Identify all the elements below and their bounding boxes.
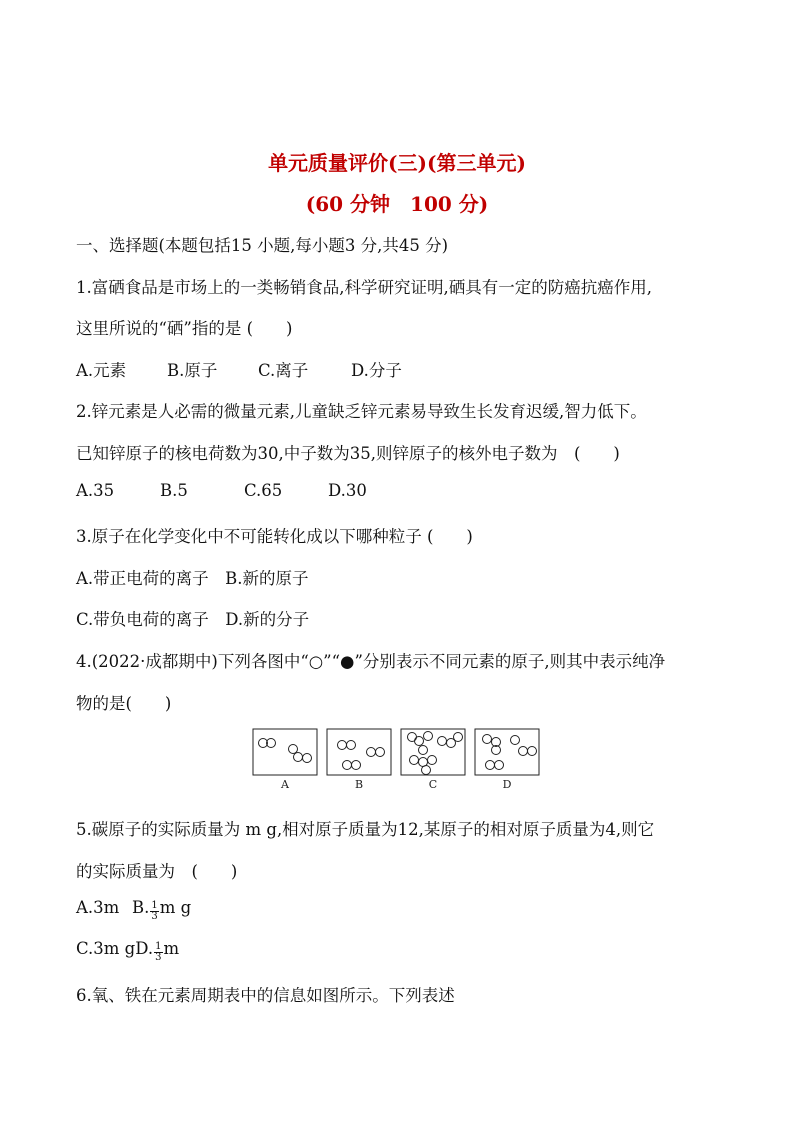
atom-circle bbox=[511, 736, 520, 745]
figure-label-a: A bbox=[281, 778, 289, 791]
q1-line1: 1.富硒食品是市场上的一类畅销食品,科学研究证明,硒具有一定的防癌抗癌作用, bbox=[76, 278, 652, 297]
q5-option-a: A.3m bbox=[76, 898, 120, 917]
atom-circle bbox=[352, 761, 361, 770]
atom-circle bbox=[415, 737, 424, 746]
q5-line2: 的实际质量为 ( ) bbox=[76, 862, 238, 881]
q5-option-d-suffix: m bbox=[163, 939, 180, 958]
figure-box-c bbox=[401, 729, 465, 775]
atom-circle bbox=[338, 741, 347, 750]
section-heading: 一、选择题(本题包括15 小题,每小题3 分,共45 分) bbox=[76, 236, 449, 255]
atom-circle bbox=[367, 748, 376, 757]
figure-box-a bbox=[253, 729, 317, 775]
atom-circle bbox=[428, 756, 437, 765]
q2-option-c: C.65 bbox=[244, 481, 283, 500]
figure-label-d: D bbox=[502, 778, 512, 791]
q5-option-d-fraction bbox=[154, 942, 162, 963]
figure-label-b: B bbox=[354, 778, 364, 791]
figure-label-c: C bbox=[428, 778, 438, 791]
q2-line2: 已知锌原子的核电荷数为30,中子数为35,则锌原子的核外电子数为 ( ) bbox=[76, 444, 620, 463]
atom-circle bbox=[495, 761, 504, 770]
q5-option-b-suffix: m g bbox=[159, 898, 192, 917]
atom-circle bbox=[376, 748, 385, 757]
fraction-numerator: 1 bbox=[155, 940, 162, 952]
q5-options-row1 bbox=[76, 898, 191, 922]
q1-line2: 这里所说的“硒”指的是 ( ) bbox=[76, 319, 293, 338]
atom-circle bbox=[483, 735, 492, 744]
q2-option-d: D.30 bbox=[328, 481, 367, 500]
atom-circle bbox=[528, 747, 537, 756]
atom-circle bbox=[422, 766, 431, 775]
atom-circle bbox=[343, 761, 352, 770]
q2-line1: 2.锌元素是人必需的微量元素,儿童缺乏锌元素易导致生长发育迟缓,智力低下。 bbox=[76, 402, 647, 421]
q4-line2: 物的是( ) bbox=[76, 694, 172, 713]
q4-line1: 4.(2022·成都期中)下列各图中“○”“●”分别表示不同元素的原子,则其中表示纯净 bbox=[76, 652, 666, 671]
q1-option-c: C.离子 bbox=[258, 361, 309, 380]
fraction-numerator: 1 bbox=[151, 899, 158, 911]
page-title: 单元质量评价(三)(第三单元) bbox=[268, 151, 526, 175]
page-subtitle: (60 分钟 100 分) bbox=[305, 192, 489, 216]
atom-circle bbox=[303, 754, 312, 763]
atom-circle bbox=[410, 756, 419, 765]
fraction-denominator: 3 bbox=[151, 910, 158, 922]
atom-circle bbox=[424, 732, 433, 741]
atom-circle bbox=[438, 737, 447, 746]
q5-option-d-prefix: D. bbox=[135, 939, 154, 958]
q2-option-a: A.35 bbox=[76, 481, 115, 500]
atom-circle bbox=[454, 733, 463, 742]
q6-line1: 6.氧、铁在元素周期表中的信息如图所示。下列表述 bbox=[76, 986, 455, 1005]
q2-options bbox=[76, 481, 367, 500]
atom-circle bbox=[486, 761, 495, 770]
fraction-denominator: 3 bbox=[155, 951, 162, 963]
q2-option-b: B.5 bbox=[160, 481, 188, 500]
atom-circle bbox=[294, 753, 303, 762]
q1-option-d: D.分子 bbox=[351, 361, 402, 380]
q4-molecule-figure bbox=[252, 728, 544, 796]
q3-line1: 3.原子在化学变化中不可能转化成以下哪种粒子 ( ) bbox=[76, 527, 473, 546]
q1-option-a: A.元素 bbox=[76, 361, 127, 380]
atom-circle bbox=[347, 741, 356, 750]
figure-box-d bbox=[475, 729, 539, 775]
atom-circle bbox=[408, 733, 417, 742]
q5-options-row2 bbox=[76, 939, 179, 963]
q5-option-b-fraction bbox=[150, 901, 158, 922]
q5-line1: 5.碳原子的实际质量为 m g,相对原子质量为12,某原子的相对原子质量为4,则它 bbox=[76, 820, 655, 839]
q1-options bbox=[76, 357, 402, 381]
q1-option-b: B.原子 bbox=[167, 361, 218, 380]
atom-circle bbox=[419, 746, 428, 755]
q3-options-row2: C.带负电荷的离子 D.新的分子 bbox=[76, 610, 310, 629]
q5-option-c: C.3m g bbox=[76, 939, 136, 958]
q4-figure-svg bbox=[252, 728, 544, 792]
q5-option-b-prefix: B. bbox=[132, 898, 150, 917]
atom-circle bbox=[289, 745, 298, 754]
q3-options-row1: A.带正电荷的离子 B.新的原子 bbox=[76, 569, 309, 588]
atom-circle bbox=[519, 747, 528, 756]
